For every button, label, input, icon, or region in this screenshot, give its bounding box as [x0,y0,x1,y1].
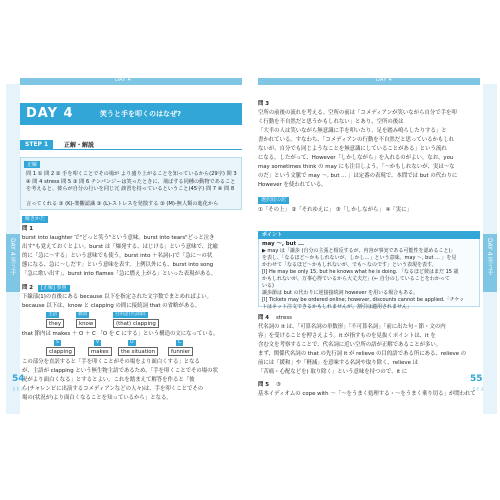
left-side-tab-label: DAY 4 笑う手 [9,238,16,276]
para4-line: この部分を直訳すると「手を叩くことがその場をより面白くする」となる [22,359,200,365]
choices: ①「その上」 ②「それゆえに」 ③「しかしながら」 ④「実に」 [258,207,412,213]
q5-label: 問 5 [258,382,270,388]
para4-line: 況がより面白くなる」とするとよい。これを踏まえて解答を作ると「彼 [22,377,195,383]
para4-line: が、主語が clapping という無生物主語であるため、「手を叩くことでその場の状 [22,368,218,374]
q3-line: However を使われている。 [258,182,327,188]
q3-line: 「大半の人は笑いながら無意識に手を叩いたり、足を踏み鳴らしたりする」と [258,128,447,134]
diagram2-box: the situation [118,347,158,356]
para1-line: burst into laughter で"どっと笑う"という意味。burst into tears"どっと泣き [22,235,215,241]
diagram2-box: makes [88,347,112,356]
page-sub-right: ととよ [472,386,484,391]
q2-label: 問 2 [22,285,34,291]
right-side-tab [483,234,497,292]
para1-line: 的に「急に〜する」という意味でも使う。burst into ＋名詞(-)で「急に〜の状 [22,253,213,259]
running-head-left-text: DAY 4 [115,77,132,83]
page-number-left: 54 [12,374,25,384]
para2-line: 下線部(1)の直後にある because 以下を指定された文字数でまとめればよい。 [22,294,212,300]
point-line: [I] He may be only 15, but he knows what he is doing. 「なるほど彼はまだ 15 歳 [262,269,459,275]
point-head [258,231,480,239]
q4-line: 容」を受けることを押さえよう。it が指すものを見抜くポイントは、it を [258,333,436,339]
diagram1-box: know [76,319,96,328]
day-label: DAY 4 [26,106,74,121]
diagram1-cap: 目的語(名詞節) [115,312,146,317]
q3-line: may sometimes think の may にも注目しよう。「〜かもしれないが、実は〜な [258,164,455,170]
diagram1-cap: 動詞 [78,312,87,317]
q3-line: になる。したがって、However「しかしながら」を入れるのがよい。なお、you [258,155,454,161]
diagram2-cap: S [56,340,59,345]
diagram1-cap: 主語 [48,312,57,317]
q4-line: まず、関係代名詞の that の先行詞 it が relieve の目的語である所にある、relieve の [258,351,467,357]
point-line: かもしれないが、万事心得ているから大丈夫だ」(← 自分のしていることをわかって [262,276,450,282]
point-line: を表し、「なるほど〜かもしれないが、しかし…」という意味。may 〜, but ... 」を見 [262,255,457,261]
choice-tag: 選択肢の訳 [258,197,289,204]
q3-line: 空所の前後の流れを考える。空所の前は「コメディアンが笑いながら自分で手を叩 [258,110,457,116]
diagram1-box: (that) clapping [113,319,159,328]
diagram1-box: they [46,319,64,328]
step-label: STEP 1 [20,140,53,150]
point-line: かわせて「なるほど〜かもしれないが、でも〜なのです」という表現を表す。 [262,262,437,268]
day-header [20,103,242,125]
point-line: [I] Tickets may be ordered online; however, discounts cannot be applied.「チケッ [262,297,465,303]
page-sub-left: ととよ [12,386,24,391]
page-number-right: 55 [470,374,483,384]
q5-line: 基本イディオムの cope with 〜「〜をうまく処理する・〜をうまく乗り切る」が問われて [258,391,476,397]
diagram2-cap: C [178,340,182,345]
point-line: いる) [262,283,274,289]
q4-line: 前には「緩和」や「軽減」を意味する名詞や取り除く、relieve は [258,360,418,366]
answers-text: 問 1 ① 問 2 ② 手を叩くことでその場が より盛り上がることを知っているから(29字) 問 3 ④ 問 4 stress 問 5 ③ 問 6 チンパンジーは笑ったときに、飛ばする同種の動物であることを考えると、彼らが自分の行いを同じ冗 談習を持っているということ(45字) 問 7 ④ 問 8 [26,171,237,192]
step-header [20,140,242,150]
q3-line: 書かれている。すなわち、「コメディアンの行動を不自然だと思っているかもしれ [258,137,455,143]
diagram2-cap: V [96,340,100,345]
point-line: トはネット注文できるかもしれませんが、割引は適用されません」 [262,304,413,310]
q4-label: 問 4 [258,315,270,321]
para2-line: because 以下は、know と clapping の間に接続詞 that の省略がある。 [22,303,200,309]
left-side-tab [6,234,20,292]
step-title: 正解・解説 [64,142,95,149]
point-line: 譲歩節は but の代わりに逆接接続詞 however を用いる場合もある。 [262,290,419,296]
para4-line: 場の(状況が)より面白くなることを知っているから」となる。 [22,395,172,401]
q3-line: く行動を不自然だと思うかもしれない」とあり、空所の後は [258,119,404,125]
point-line: ▶ may は「譲歩 (自分の主張と相反するが、内容が事実である可能性を認めること)」 [262,248,456,254]
diagram2-box: funnier [168,347,193,356]
q5-answer: ③ [276,382,281,388]
answers-text-2: 言ってくれる ③ (K)-楽觀認識 ③ (L)-ストレスを発散する ③ (M)-無人類の進化から [26,201,219,207]
day-title: 笑うと手を叩くのはなぜ? [100,110,182,118]
q3-line: ないが、自分でも同じようなことを無意識にしていることがある」という流れ [258,146,447,152]
q4-answer: stress [276,315,292,321]
q2-tag: [正解] 参照 [38,285,70,292]
left-gutter [6,84,20,414]
q4-line: 代名詞の it は、「可算名詞の単数形」「不可算名詞」「前に出た句・節・文の内 [258,324,446,330]
point-head-label: ポイント [262,232,283,238]
para1-line: 出す"も覚えておくとよい。burst は「爆発する、はじける」という意味で、比喩 [22,244,218,250]
para3: that 節内は makes ＋ O ＋ C 「O を C にする」という構造の文になっている。 [22,331,219,337]
q4-line: 含む文を考察することで、代名詞に近い空所の語が正解であることが多い。 [258,342,442,348]
answer-box [20,157,242,210]
answers-tag: 正解 [24,161,40,168]
right-gutter [483,84,497,414]
q3-line: のだ」という文脈で may 〜, but ... 」は定番の表現で、本問では but の代わりに [258,173,458,179]
running-head-left [20,78,242,85]
diagram2-box: clapping [46,347,75,356]
para4-line: ら(チャレンピに出演するコメディアンなどの人々)は、手を叩くことでその [22,386,204,392]
q3-label: 問 3 [258,101,270,107]
para1-line: 「急に歌い出す」、burst into flames「急に燃え上がる」といった表現がある。 [22,271,217,277]
q4-line: 「苦痛・心配などを) 取り除く」という意味を持つので、it に [258,369,408,375]
running-head-right-text: DAY 4 [376,77,393,83]
diagram2-cap: O [130,340,134,345]
running-head-right [258,78,480,85]
right-side-tab-label: DAY 4 笑う手 [486,238,493,276]
point-title: may 〜, but ... [262,241,305,247]
kaisetsu-tag: 解きかた [22,216,48,223]
para1-line: 態になる、急に〜しだす」という意味を表す。上例以外にも、burst into song [22,262,214,268]
q1-label: 問 1 [22,226,34,232]
